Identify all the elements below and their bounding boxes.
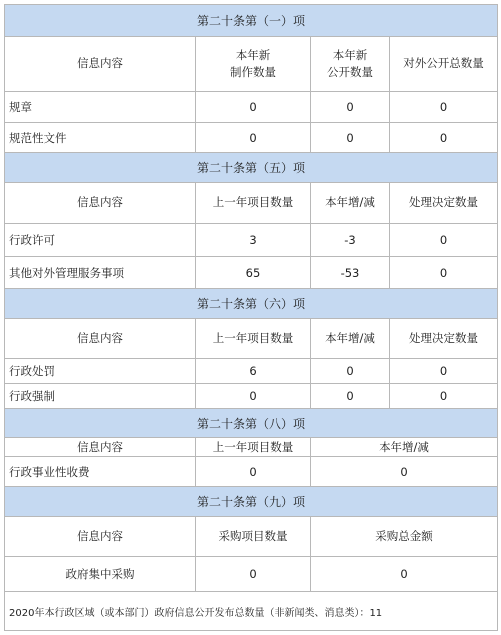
- cell-value: 0: [311, 92, 390, 123]
- col-header: 信息内容: [5, 319, 196, 359]
- info-disclosure-table: [4, 4, 498, 631]
- col-header: 本年新 制作数量: [196, 37, 311, 92]
- section-header: [5, 487, 498, 517]
- row-label: 政府集中采购: [5, 557, 196, 592]
- section-title: 第二十条第（九）项: [5, 487, 498, 517]
- col-header: 信息内容: [5, 37, 196, 92]
- column-header-row: [5, 319, 498, 359]
- col-header: 上一年项目数量: [196, 319, 311, 359]
- col-header: 信息内容: [5, 183, 196, 224]
- col-header: 信息内容: [5, 438, 196, 457]
- cell-value: 0: [311, 359, 390, 384]
- section-header: [5, 5, 498, 37]
- cell-value: 0: [390, 384, 498, 409]
- table-row: [5, 92, 498, 123]
- section-header: [5, 289, 498, 319]
- cell-value: 65: [196, 257, 311, 289]
- table-row: [5, 224, 498, 257]
- cell-value: 0: [390, 359, 498, 384]
- cell-value: -53: [311, 257, 390, 289]
- section-title: 第二十条第（一）项: [5, 5, 498, 37]
- cell-value: 0: [196, 557, 311, 592]
- cell-value: 0: [196, 384, 311, 409]
- row-label: 规章: [5, 92, 196, 123]
- column-header-row: [5, 183, 498, 224]
- col-header: 对外公开总数量: [390, 37, 498, 92]
- section-header: [5, 409, 498, 438]
- cell-value: 0: [196, 92, 311, 123]
- col-header: 上一年项目数量: [196, 183, 311, 224]
- column-header-row: [5, 37, 498, 92]
- row-label: 规范性文件: [5, 123, 196, 153]
- cell-value: 0: [390, 224, 498, 257]
- cell-value: 0: [196, 123, 311, 153]
- section-title: 第二十条第（六）项: [5, 289, 498, 319]
- table-row: [5, 557, 498, 592]
- table-row: [5, 457, 498, 487]
- column-header-row: [5, 517, 498, 557]
- col-header: 本年新 公开数量: [311, 37, 390, 92]
- col-header: 本年增/减: [311, 183, 390, 224]
- section-title: 第二十条第（五）项: [5, 153, 498, 183]
- section-title: 第二十条第（八）项: [5, 409, 498, 438]
- row-label: 其他对外管理服务事项: [5, 257, 196, 289]
- column-header-row: [5, 438, 498, 457]
- cell-value: 3: [196, 224, 311, 257]
- row-label: 行政处罚: [5, 359, 196, 384]
- col-header: 本年增/减: [311, 438, 498, 457]
- table-row: [5, 257, 498, 289]
- col-header: 处理决定数量: [390, 183, 498, 224]
- col-header: 本年增/减: [311, 319, 390, 359]
- cell-value: 0: [390, 92, 498, 123]
- footer-total: 2020年本行政区域（或本部门）政府信息公开发布总数量（非新闻类、消息类）：11: [5, 592, 498, 631]
- cell-value: 0: [311, 123, 390, 153]
- row-label: 行政事业性收费: [5, 457, 196, 487]
- cell-value: 0: [390, 123, 498, 153]
- col-header: 处理决定数量: [390, 319, 498, 359]
- row-label: 行政许可: [5, 224, 196, 257]
- col-header: 采购项目数量: [196, 517, 311, 557]
- col-header: 采购总金额: [311, 517, 498, 557]
- footer-row: [5, 592, 498, 631]
- cell-value: 6: [196, 359, 311, 384]
- row-label: 行政强制: [5, 384, 196, 409]
- table-row: [5, 123, 498, 153]
- cell-value: 0: [311, 384, 390, 409]
- cell-value: -3: [311, 224, 390, 257]
- cell-value: 0: [390, 257, 498, 289]
- table-row: [5, 384, 498, 409]
- col-header: 上一年项目数量: [196, 438, 311, 457]
- cell-value: 0: [311, 457, 498, 487]
- table-row: [5, 359, 498, 384]
- cell-value: 0: [196, 457, 311, 487]
- col-header: 信息内容: [5, 517, 196, 557]
- cell-value: 0: [311, 557, 498, 592]
- section-header: [5, 153, 498, 183]
